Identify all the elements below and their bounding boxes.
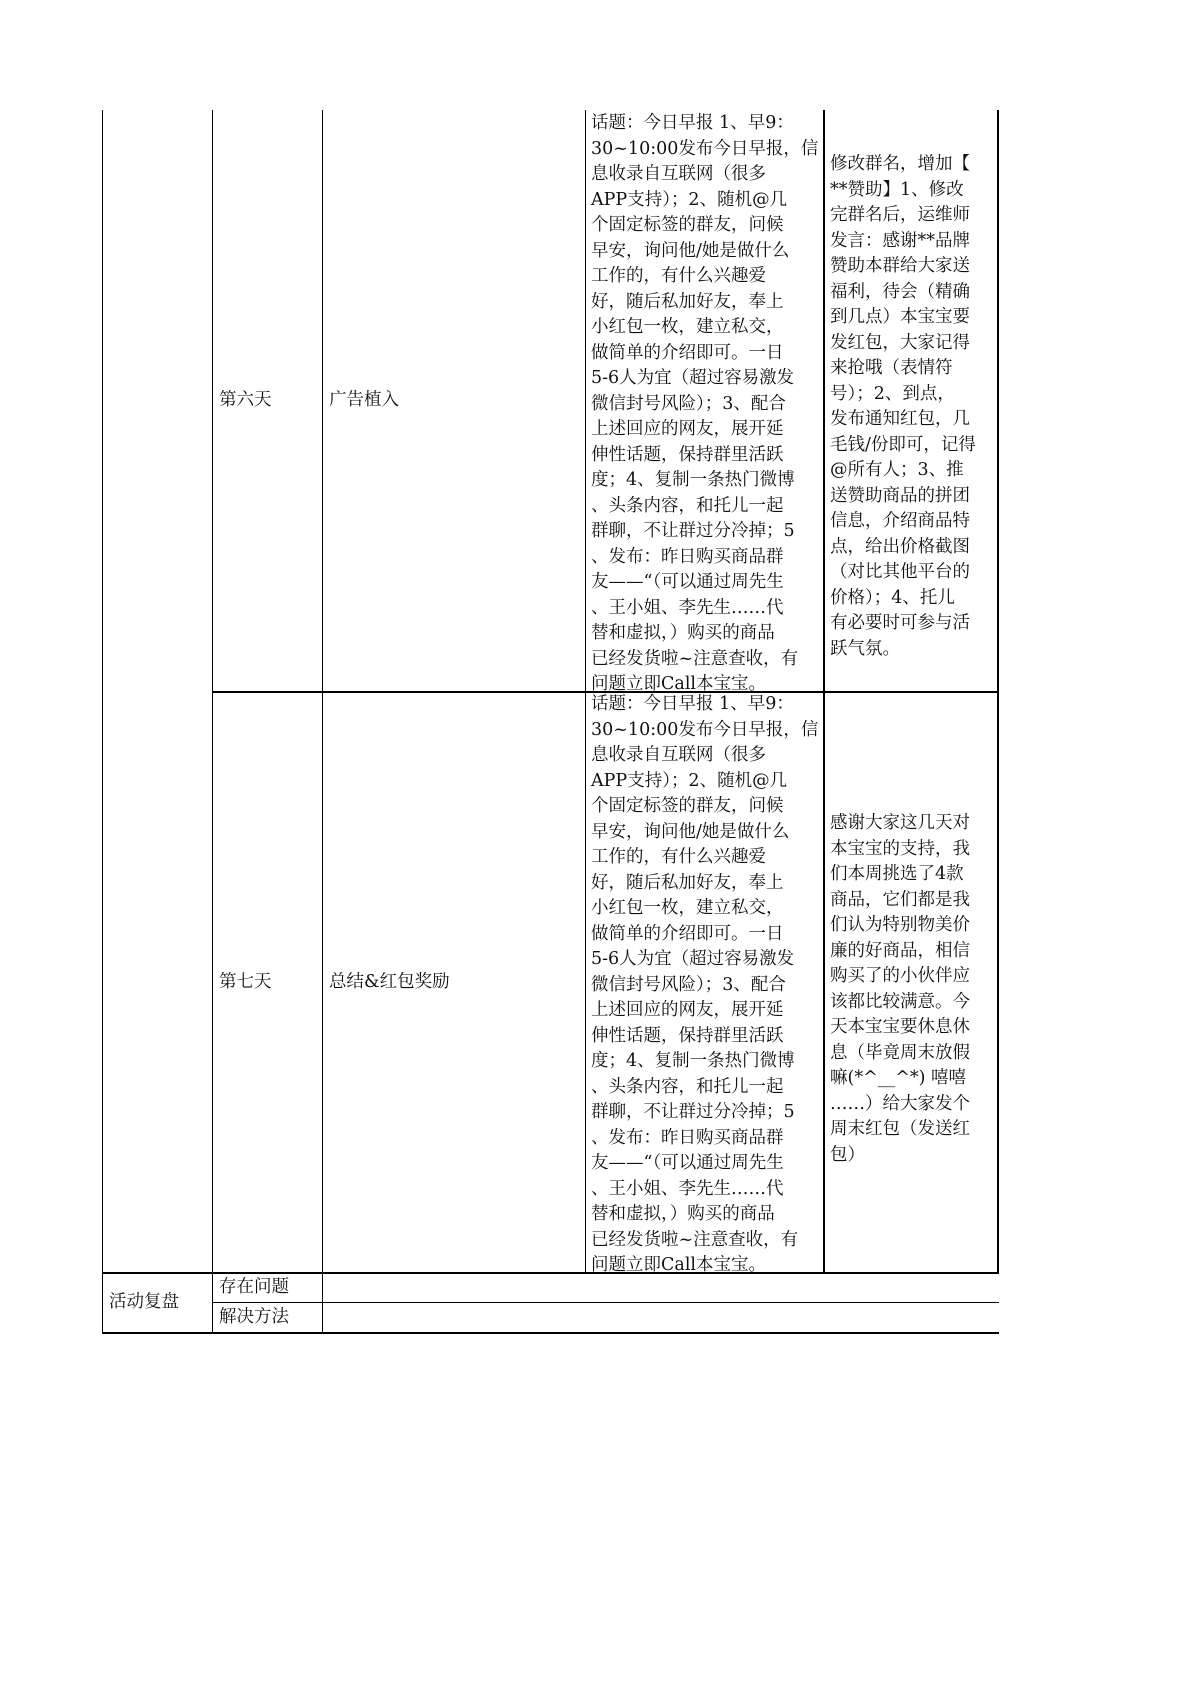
theme-cell: 广告植入 — [329, 389, 399, 410]
day-cell: 第六天 — [219, 389, 272, 410]
problems-value — [323, 1274, 999, 1302]
theme-cell: 总结&红包奖励 — [329, 971, 450, 992]
grid-line — [102, 110, 103, 1333]
day-cell: 第七天 — [219, 971, 272, 992]
review-label: 活动复盘 — [109, 1292, 179, 1313]
action-cell: 修改群名，增加【 **赞助】1、修改 完群名后，运维师 发言：感谢**品牌 赞助本群给大家送 福利，待会（精确 到几点）本宝宝要 发红包，大家记得 来抢哦（表情符 号）；2、到点， 发布通知红包，几 毛钱/份即可，记得 @所有人；3、推 送赞助商品的拼团 信息，介绍商品特 点，给出价格截图 （对比其他平台的 价格）；4、托儿 有必要时可参与活 跃气氛。 — [830, 154, 976, 659]
topic-cell: 话题：今日早报 1、早9： 30~10:00发布今日早报，信 息收录自互联网（很多 APP支持）；2、随机@几 个固定标签的群友，问候 早安，询问他/她是做什么 工作的，有什么兴趣爱 好，随后私加好友，奉上 小红包一枚，建立私交， 做简单的介绍即可。一日 5-6人为宜（超过容易激发 微信封号风险）；3、配合 上述回应的网友，展开延 伸性话题，保持群里活跃 度；4、复制一条热门微博 、头条内容，和托儿一起 群聊，不让群过分冷掉；5 、发布：昨日购买商品群 友——“（可以通过周先生 、王小姐、李先生……代 替和虚拟，）购买的商品 已经发货啦~注意查收，有 问题立即Call本宝宝。 — [591, 694, 819, 1275]
solutions-label: 解决方法 — [219, 1306, 289, 1327]
solutions-value — [323, 1303, 999, 1332]
problems-label: 存在问题 — [219, 1277, 289, 1298]
action-cell: 感谢大家这几天对 本宝宝的支持，我 们本周挑选了4款 商品，它们都是我 们认为特别物美价 廉的好商品，相信 购买了的小伙伴应 该都比较满意。今 天本宝宝要休息休 息（毕竟周末放假 嘛(*^__^*) 嘻嘻 ……）给大家发个 周末红包（发送红 包） — [830, 813, 970, 1165]
grid-line — [102, 1332, 999, 1334]
topic-cell: 话题：今日早报 1、早9： 30~10:00发布今日早报，信 息收录自互联网（很多 APP支持）；2、随机@几 个固定标签的群友，问候 早安，询问他/她是做什么 工作的，有什么兴趣爱 好，随后私加好友，奉上 小红包一枚，建立私交， 做简单的介绍即可。一日 5-6人为宜（超过容易激发 微信封号风险）；3、配合 上述回应的网友，展开延 伸性话题，保持群里活跃 度；4、复制一条热门微博 、头条内容，和托儿一起 群聊，不让群过分冷掉；5 、发布：昨日购买商品群 友——“（可以通过周先生 、王小姐、李先生……代 替和虚拟，）购买的商品 已经发货啦~注意查收，有 问题立即Call本宝宝。 — [591, 113, 819, 694]
